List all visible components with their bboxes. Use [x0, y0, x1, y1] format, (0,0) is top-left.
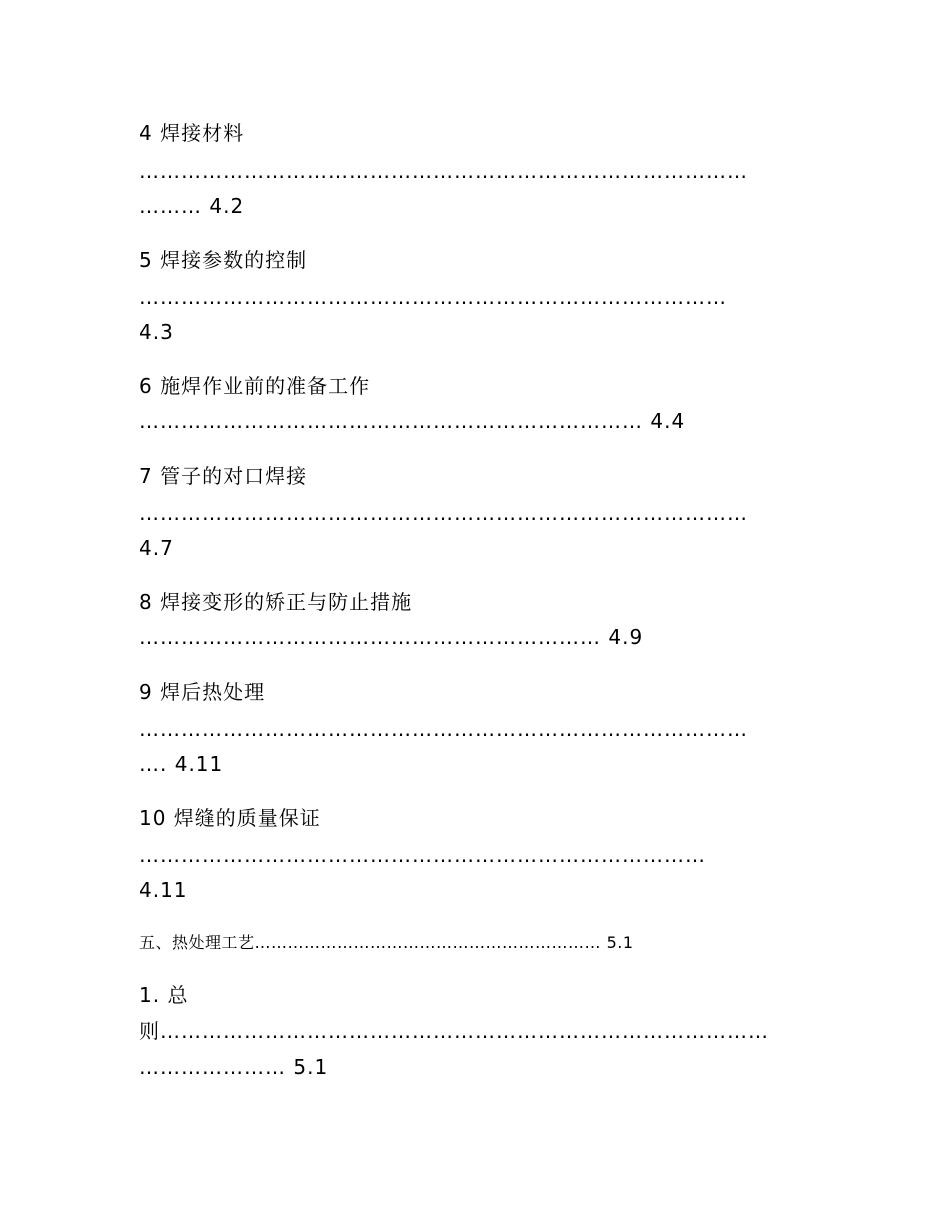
toc-entry-deformation-correction-leader: ………………………………………………………… 4.9	[139, 625, 644, 649]
toc-entry-pre-welding-prep-title[interactable]: 6 施焊作业前的准备工作	[139, 374, 371, 398]
toc-entry-post-weld-heat-page: …. 4.11	[139, 752, 224, 776]
toc-entry-pipe-butt-welding-leader: ……………………………………………………………………………	[139, 501, 748, 525]
toc-entry-welding-materials-title[interactable]: 4 焊接材料	[139, 121, 245, 145]
toc-entry-post-weld-heat-leader: ……………………………………………………………………………	[139, 717, 748, 741]
toc-entry-general-page: ………………… 5.1	[139, 1055, 329, 1079]
toc-entry-pre-welding-prep-leader: ……………………………………………………………… 4.4	[139, 409, 686, 433]
toc-entry-weld-quality-page: 4.11	[139, 878, 188, 902]
toc-entry-general-leader: 则……………………………………………………………………………	[139, 1019, 769, 1043]
toc-entry-pipe-butt-welding-title[interactable]: 7 管子的对口焊接	[139, 464, 308, 488]
toc-entry-pipe-butt-welding-page: 4.7	[139, 536, 174, 560]
toc-entry-welding-materials-leader: ……………………………………………………………………………	[139, 159, 748, 183]
toc-entry-deformation-correction-title[interactable]: 8 焊接变形的矫正与防止措施	[139, 590, 413, 614]
toc-entry-general-title[interactable]: 1. 总	[139, 983, 189, 1007]
toc-entry-welding-parameters-page: 4.3	[139, 320, 174, 344]
toc-entry-heat-treatment-process[interactable]: 五、热处理工艺……………………………………………………… 5.1	[139, 933, 634, 952]
toc-entry-welding-materials-page: ……… 4.2	[139, 194, 245, 218]
toc-entry-welding-parameters-leader: …………………………………………………………………………	[139, 285, 727, 309]
toc-entry-weld-quality-title[interactable]: 10 焊缝的质量保证	[139, 806, 321, 830]
toc-entry-welding-parameters-title[interactable]: 5 焊接参数的控制	[139, 248, 308, 272]
toc-entry-weld-quality-leader: ………………………………………………………………………	[139, 843, 706, 867]
toc-entry-post-weld-heat-title[interactable]: 9 焊后热处理	[139, 680, 266, 704]
